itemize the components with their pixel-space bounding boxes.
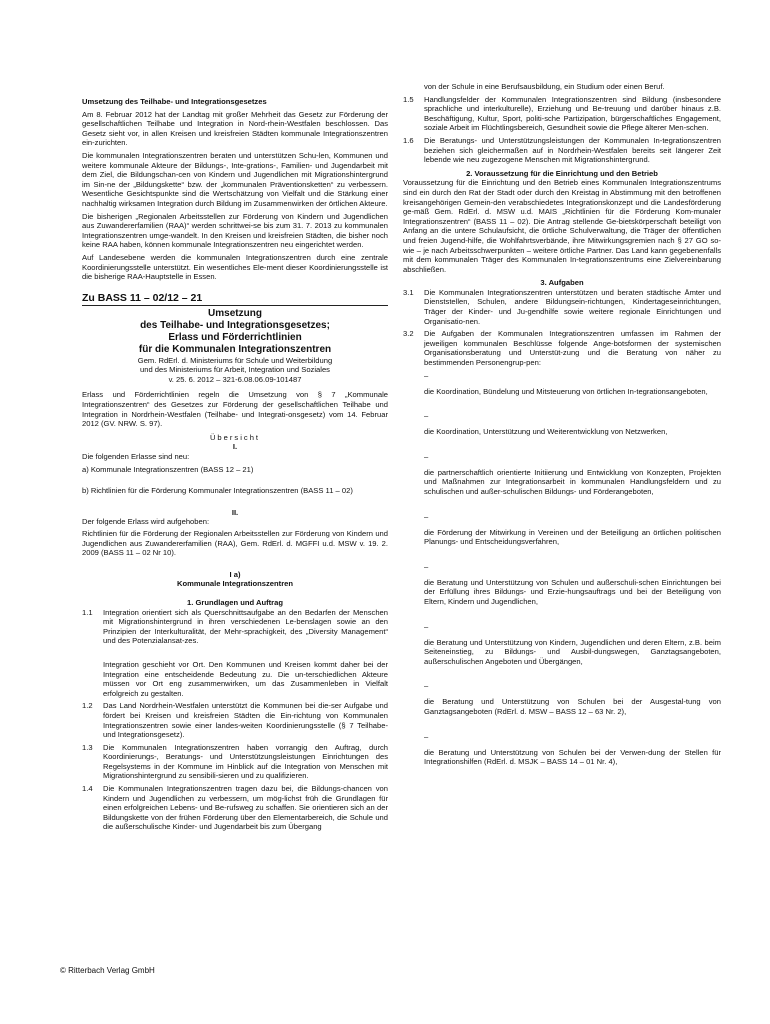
dash-marker: – [424, 731, 429, 741]
bullet-text: die Beratung und Unterstützung von Schulen bei der Verwen-dung der Stellen für Integrationshilfen (RdErl. d. MSJK – BASS 14 – 01 Nr. 4), [424, 747, 721, 767]
section-heading: 2. Voraussetzung für die Einrichtung und den Betrieb [466, 168, 658, 178]
numbered-paragraph [403, 82, 721, 92]
left-column [82, 82, 388, 835]
list-item: a) Kommunale Integrationszentren (BASS 12 – 21) [82, 464, 254, 474]
paragraph-text: Integration orientiert sich als Querschnittsaufgabe an den Bedarfen der Menschen mit Migrationshintergrund in ihren verschiedenen Le-benslagen sowie an den Prinzipien der Interkulturalität, der Mehr-sprachigkeit, des „Diversity Management“ und des Potenzialansat-zes. [103, 607, 388, 646]
section-heading: Umsetzung des Teilhabe- und Integrationsgesetzes [82, 97, 267, 106]
paragraph-text: Handlungsfelder der Kommunalen Integrationszentren sind Bildung (insbesondere sprachliche und interkulturelle), Erziehung und Be-treuung und darüber hinaus z.B. Beschäftigung, Kultur, Sport, politi-sche Partizipation, bürgerschaftliches Engagement, soziale Arbeit im Flüchtlingsbereich, Gesundheit sowie die Pflege älterer Men-schen. [424, 94, 721, 133]
bullet-text: die Koordination, Bündelung und Mitsteuerung von örtlichen In-tegrationsangeboten, [424, 386, 708, 396]
decree-title-line: Erlass und Förderrichtlinien [168, 331, 302, 343]
paragraph-number: 1.5 [403, 94, 414, 104]
paragraph-text: Die Kommunalen Integrationszentren tragen dazu bei, die Bildungs-chancen von Kindern und Jugendlichen zu verbessern, um mög-lichst früh die Grundlagen für einen erfolgreichen Lebens- und Be-rufsweg zu schaffen. Sie orientieren sich an der Bildungskette von der frühen Förderung über den Elementarbereich, die Schule und die außerschulische Kinder- und Jugendarbeit bis zum Übergang [103, 784, 388, 832]
bullet-text: die Beratung und Unterstützung von Kindern, Jugendlichen und deren Eltern, z.B. beim Seiteneinstieg, zu Bildungs- und Ausbil-dungswegen, Ganztagsangeboten, außerschulischen Angeboten und Übergängen, [424, 637, 721, 666]
list-intro: Der folgende Erlass wird aufgehoben: [82, 517, 210, 527]
decree-source-line: Gem. RdErl. d. Ministeriums für Schule und Weiterbildung [137, 355, 333, 365]
paragraph: Die bisherigen „Regionalen Arbeitsstellen zur Förderung von Kindern und Jugendlichen aus Zuwandererfamilien (RAA)“ werden schrittwei-se bis zum 31. 7. 2013 zu kommunalen Integrationszentren umge-wandelt. In den Kreisen und kreisfreien Städten, die bisher noch keine RAA haben, können kommunale Integrationszentren neu eingerichtet werden. [82, 211, 388, 250]
paragraph-text: Das Land Nordrhein-Westfalen unterstützt die Kommunen bei die-ser Aufgabe und fördert bei Kreisen und kreisfreien Städten die Ein-richtung von Kommunalen Integrationszentren sowie einer landes-weiten Koordinierungsstelle (§ 7 Teilhabe- und Integrationsgesetz). [103, 701, 388, 740]
numbered-paragraph [403, 288, 721, 326]
numbered-paragraph [403, 95, 721, 133]
copyright-footer: © Ritterbach Verlag GmbH [60, 966, 155, 975]
numbered-paragraph [82, 660, 388, 698]
bullet-text: die Beratung und Unterstützung von Schulen bei der Ausgestal-tung von Ganztagsangeboten (RdErl. d. MSW – BASS 12 – 63 Nr. 2), [424, 697, 721, 716]
decree-source-line: und des Ministeriums für Arbeit, Integration und Soziales [140, 365, 330, 375]
numbered-paragraph [82, 784, 388, 832]
bullet-text: die partnerschaftlich orientierte Initiierung und Entwicklung von Konzepten, Projekten und Maßnahmen zur Integrationsarbeit in kommunalen Handlungsfeldern und zu schulischen und außer-schulischen Bildungs- und Förderangeboten, [424, 467, 721, 496]
subsection-title: Kommunale Integrationszentren [176, 579, 294, 589]
dash-marker: – [424, 681, 429, 691]
list-intro: Die folgenden Erlasse sind neu: [82, 452, 190, 462]
paragraph-number: 1.2 [82, 701, 93, 711]
paragraph-number: 3.2 [403, 329, 414, 339]
dash-marker: – [424, 511, 429, 521]
paragraph: Erlass und Förderrichtlinien regeln die Umsetzung von § 7 „Kommunale Integrationszentren“ des Gesetzes zur Förderung der gesellschaftlichen Teilhabe und Integration in Nordrhein-Westfalen (Teilhabe- und Integrati-onsgesetz) vom 14. Februar 2012 (GV. NRW. S. 97). [82, 390, 388, 429]
numbered-paragraph [82, 743, 388, 781]
paragraph: Richtlinien für die Förderung der Regionalen Arbeitsstellen zur Förderung von Kindern und Jugendlichen aus Zuwandererfamilien (RAA), Gem. RdErl. d. MGFFI u.d. MSW v. 19. 2. 2009 (BASS 11 – 02 Nr 10). [82, 529, 388, 558]
paragraph-number: 3.1 [403, 287, 414, 297]
paragraph: Am 8. Februar 2012 hat der Landtag mit großer Mehrheit das Gesetz zur Förderung der gesellschaftlichen Teilhabe und Integration in Nord-rhein-Westfalen beschlossen. Das Gesetz sieht vor, in allen Kreisen und kreisfreien Städten kommunale Integrationszentren ein-zurichten. [82, 109, 388, 148]
decree-title-line: für die Kommunalen Integrationszentren [138, 343, 332, 355]
paragraph: Die kommunalen Integrationszentren beraten und unterstützen Schu-len, Kommunen und weitere kommunale Akteure der Bildungs-, Inte-grations-, Familien- und Jugendarbeit mit dem Ziel, die Bildungschan-cen von Kindern und Jugendlichen mit Migrationshintergrund im Sin-ne der „Bildungskette“ bzw. der „kommunalen Präventionsketten“ zu verbessern. Wesentliche Gesichtspunkte sind die Wertschätzung von Vielfalt und die Stärkung einer nachhaltig wirksamen Integration durch Bildung im Zusammenwirken der örtlichen Akteure. [82, 150, 388, 208]
dash-marker: – [424, 411, 429, 421]
roman-numeral: II. [231, 507, 239, 517]
section-heading: 3. Aufgaben [540, 278, 584, 288]
right-column [403, 82, 721, 782]
subsection-label: I a) [229, 569, 241, 579]
numbered-paragraph [82, 608, 388, 646]
section-heading: 1. Grundlagen und Auftrag [187, 597, 283, 607]
bullet-text: die Koordination, Unterstützung und Weiterentwicklung von Netzwerken, [424, 427, 668, 437]
bullet-list [403, 371, 721, 767]
paragraph-number: 1.1 [82, 607, 93, 617]
numbered-paragraph [82, 701, 388, 739]
paragraph-number: 1.4 [82, 784, 93, 794]
paragraph-text: Die Beratungs- und Unterstützungsleistungen der Kommunalen In-tegrationszentren beziehen sich gleichermaßen auf in Nordrhein-Westfalen bereits seit längerer Zeit lebende wie neu zugezogene Menschen mit Migrationshintergrund. [424, 135, 721, 165]
paragraph-text: von der Schule in eine Berufsausbildung, ein Studium oder einen Beruf. [424, 82, 665, 91]
dash-marker: – [424, 451, 429, 461]
dash-marker: – [424, 561, 429, 571]
paragraph: Auf Landesebene werden die kommunalen Integrationszentren durch eine zentrale Koordinierungsstelle unterstützt. Ein wesentliches Ele-ment dieser Koordinierungsstelle ist die bisherige RAA-Hauptstelle in Essen. [82, 252, 388, 282]
bullet-text: die Beratung und Unterstützung von Schulen und außerschuli-schen Einrichtungen bei der Erfüllung ihres Bildungs- und Erzie-hungsauftrags und bei der Beteiligung von Eltern, Kindern und Jugendlichen, [424, 577, 721, 606]
decree-title-line: Umsetzung [208, 307, 262, 319]
overview-heading: Übersicht [209, 432, 261, 442]
paragraph-text: Die Aufgaben der Kommunalen Integrationszentren umfassen im Rahmen der jeweiligen kommunalen Beschlüsse folgende Ange-botsformen der systemischen Organisationsberatung und Unterstüt-zung und die Beratung von näher zu bestimmenden Personengrup-pen: [424, 329, 721, 368]
roman-numeral: I. [232, 442, 238, 452]
numbered-paragraph [403, 329, 721, 367]
bullet-text: die Förderung der Mitwirkung in Vereinen und der Beteiligung an örtlichen politischen Planungs- und Entscheidungsverfahren, [424, 527, 721, 547]
paragraph-text: Integration geschieht vor Ort. Den Kommunen und Kreisen kommt daher bei der Integration eine entscheidende Bedeutung zu. Die un-terschiedlichen Akteure müssen vor Ort eng zusammenwirken, um das Zusammenleben in Vielfalt erfolgreich zu gestalten. [103, 659, 388, 698]
paragraph-number: 1.3 [82, 742, 93, 752]
decree-source-line: v. 25. 6. 2012 – 321-6.08.06.09-101487 [168, 374, 302, 384]
dash-marker: – [424, 621, 429, 631]
decree-title-line: des Teilhabe- und Integrationsgesetzes; [140, 319, 330, 331]
paragraph-number: 1.6 [403, 135, 414, 145]
paragraph: Voraussetzung für die Einrichtung und den Betrieb eines Kommunalen Integrationszentrums sind ein durch den Rat der Stadt oder durch den Kreistag in Abstimmung mit den betroffenen kreisangehörigen Gemein-den verabschiedetes Integrationskonzept und die Landesförderung ge-mäß Gem. RdErl. d. MSW u.d. MAIS „Richtlinien für die Förderung Kom-munaler Integrationszentren“ (BASS 11 – 02). Die Antrag stellende Ge-bietskörperschaft beteiligt von Anfang an die untere Schulaufsicht, die örtliche Schulverwaltung, die Träger der öffentlichen und freien Jugend-hilfe, die Wohlfahrtsverbände, ihre Mitwirkungsgremien nach § 27 GO so-wie – je nach Arbeitsschwerpunkten – weitere örtliche Partner. Das Land kann gegebenenfalls mit dem kommunalen Träger des Kommunalen In-tegrationszentrums eine Zielvereinbarung abschließen. [403, 178, 721, 274]
numbered-paragraph [403, 136, 721, 165]
dash-marker: – [424, 370, 429, 380]
paragraph-text: Die Kommunalen Integrationszentren unterstützen und beraten städtische Ämter und Dienststellen, Schulen, andere Bildungsein-richtungen, Kindertageseinrichtungen, Träger der Kinder- und Ju-gendhilfe sowie weitere regionale Einrichtungen und Organisatio-nen. [424, 287, 721, 326]
list-item: b) Richtlinien für die Förderung Kommunaler Integrationszentren (BASS 11 – 02) [82, 486, 353, 496]
bass-reference: Zu BASS 11 – 02/12 – 21 [82, 292, 388, 306]
paragraph-text: Die Kommunalen Integrationszentren haben vorrangig den Auftrag, durch Koordinierungs-, Beratungs- und Unterstützungsleistungen Einrichtungen des Regelsystems in der Kommune im Hinblick auf die Integration von Menschen mit Migrationshintergrund zu sensibili-sieren und zu qualifizieren. [103, 742, 388, 781]
